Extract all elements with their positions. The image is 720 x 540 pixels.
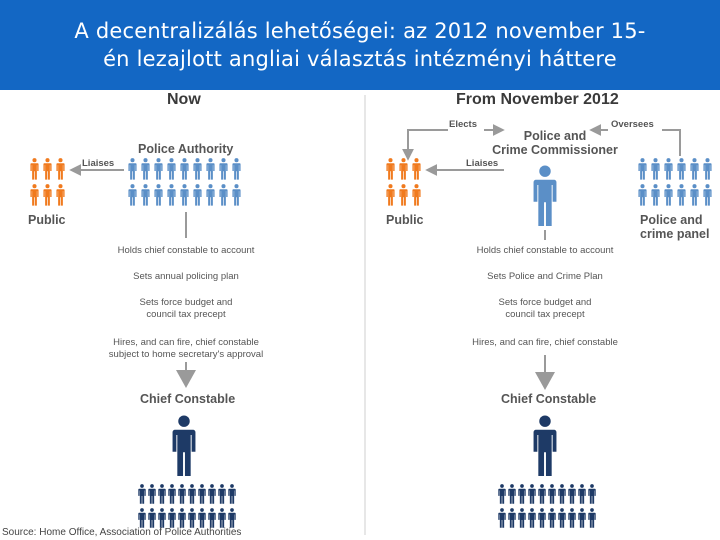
- chief-constable-label-left: Chief Constable: [140, 392, 236, 406]
- duty-left-2: Sets annual policing plan: [133, 271, 239, 282]
- commissioner-label: Police and Crime Commissioner: [492, 129, 618, 157]
- oversees-label: Oversees: [611, 119, 654, 130]
- duty-right-1: Holds chief constable to account: [476, 245, 614, 256]
- police-crime-panel-members: [638, 158, 711, 205]
- public-group-left: [30, 158, 64, 205]
- heading-from-november-2012: From November 2012: [456, 91, 619, 108]
- duty-left-4: Hires, and can fire, chief constable subject to home secretary's approval: [108, 337, 264, 360]
- duty-right-4: Hires, and can fire, chief constable: [472, 337, 618, 348]
- police-authority-label: Police Authority: [138, 142, 234, 156]
- heading-now: Now: [167, 91, 201, 108]
- elects-bracket-left: [408, 130, 448, 155]
- elects-label: Elects: [449, 119, 477, 130]
- liaises-label-right: Liaises: [466, 158, 499, 169]
- officers-group-right: [498, 484, 595, 528]
- police-crime-panel-label: Police and crime panel: [640, 213, 710, 241]
- oversees-bracket-right: [662, 130, 680, 156]
- duty-left-1: Holds chief constable to account: [117, 245, 255, 256]
- duty-left-3: Sets force budget and council tax precept: [139, 297, 233, 320]
- public-label-right: Public: [386, 213, 424, 227]
- chief-constable-label-right: Chief Constable: [501, 392, 597, 406]
- title-line-1: A decentralizálás lehetőségei: az 2012 november 15-: [74, 19, 646, 43]
- commissioner-figure: [534, 165, 557, 226]
- duty-right-2: Sets Police and Crime Plan: [487, 271, 603, 282]
- chief-constable-figure-left: [173, 415, 196, 476]
- officers-group-left: [138, 484, 235, 528]
- source-note: Source: Home Office, Association of Police Authorities: [2, 527, 242, 538]
- chief-constable-figure-right: [534, 415, 557, 476]
- liaises-label-left: Liaises: [82, 158, 115, 169]
- public-label-left: Public: [28, 213, 66, 227]
- public-group-right: [386, 158, 420, 205]
- down-arrow-left: [176, 370, 196, 388]
- down-arrow-right: [535, 372, 555, 390]
- police-authority-members: [128, 158, 240, 205]
- title-line-2: én lezajlott angliai választás intézményi háttere: [103, 47, 617, 71]
- duty-right-3: Sets force budget and council tax precept: [498, 297, 592, 320]
